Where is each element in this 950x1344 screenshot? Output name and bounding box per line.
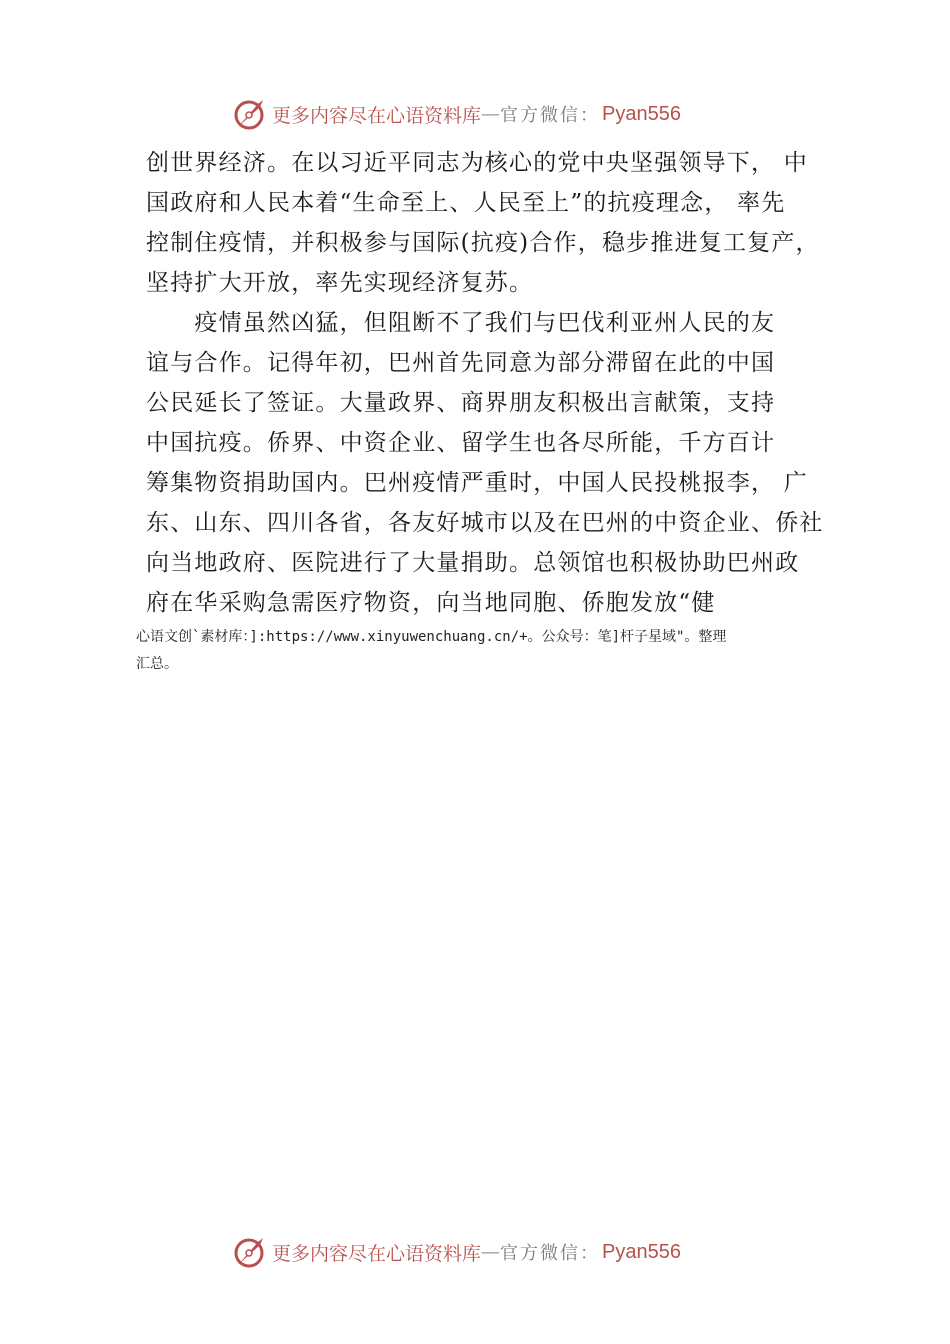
body-line: 府在华采购急需医疗物资，向当地同胞、侨胞发放“健 xyxy=(146,590,716,616)
footer-watermark xyxy=(232,1232,752,1272)
watermark-sub-text: 官方微信： xyxy=(500,1243,601,1264)
header-watermark xyxy=(232,94,752,134)
watermark-sub-text: 官方微信： xyxy=(500,105,601,126)
body-line: 坚持扩大开放，率先实现经济复苏。 xyxy=(146,270,534,296)
body-line: 筹集物资捐助国内。巴州疫情严重时，中国人民投桃报李， 广 xyxy=(146,470,808,496)
source-footnote xyxy=(136,624,826,678)
footnote-line: 汇总。 xyxy=(136,656,178,672)
body-line: 疫情虽然凶猛，但阻断不了我们与巴伐利亚州人民的友 xyxy=(146,310,776,336)
body-line: 国政府和人民本着“生命至上、人民至上”的抗疫理念， 率先 xyxy=(146,190,786,216)
footnote-line: 心语文创`素材库：]:https://www.xinyuwenchuang.cn/+。公众号：笔]杆子星域"。整理 xyxy=(136,629,727,645)
body-line: 东、山东、四川各省，各友好城市以及在巴州的中资企业、侨社 xyxy=(146,510,824,536)
watermark-dash: — xyxy=(481,103,501,125)
body-line: 中国抗疫。侨界、中资企业、留学生也各尽所能，千方百计 xyxy=(146,430,776,456)
watermark-main-text: 更多内容尽在心语资料库 xyxy=(272,104,482,127)
watermark-wechat-id: Pyan556 xyxy=(602,102,681,125)
body-line: 控制住疫情，并积极参与国际(抗疫)合作，稳步推进复工复产， xyxy=(146,230,820,256)
watermark-dash: — xyxy=(481,1241,501,1263)
watermark-wechat-id: Pyan556 xyxy=(602,1240,681,1263)
pen-nib-logo-icon xyxy=(232,1234,268,1270)
document-body xyxy=(146,143,826,623)
pen-nib-logo-icon xyxy=(232,96,268,132)
body-line: 公民延长了签证。大量政界、商界朋友积极出言献策，支持 xyxy=(146,390,776,416)
body-line: 向当地政府、医院进行了大量捐助。总领馆也积极协助巴州政 xyxy=(146,550,800,576)
body-line: 创世界经济。在以习近平同志为核心的党中央坚强领导下， 中 xyxy=(146,150,808,176)
body-line: 谊与合作。记得年初，巴州首先同意为部分滞留在此的中国 xyxy=(146,350,776,376)
watermark-main-text: 更多内容尽在心语资料库 xyxy=(272,1242,482,1265)
